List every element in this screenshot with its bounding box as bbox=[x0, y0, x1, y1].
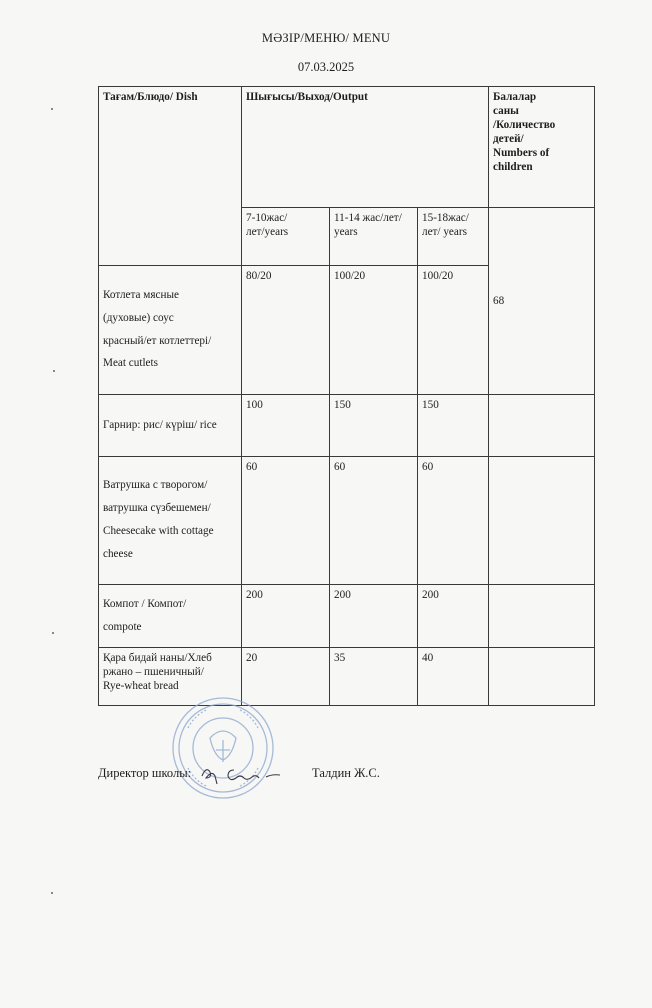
header-children-line: Numbers of bbox=[493, 147, 550, 159]
signature-icon bbox=[200, 756, 292, 790]
output-cell: 35 bbox=[330, 648, 418, 706]
scan-speck bbox=[51, 108, 53, 110]
table-row bbox=[99, 395, 595, 457]
header-children-line: саны bbox=[493, 105, 519, 117]
age-group-15-18: 15-18жас/лет/ years bbox=[418, 208, 489, 266]
output-cell: 200 bbox=[418, 585, 489, 648]
output-cell: 150 bbox=[330, 395, 418, 457]
dish-line: Гарнир: рис/ күріш/ rice bbox=[103, 418, 217, 431]
empty-cell bbox=[489, 395, 595, 457]
dish-line: Котлета мясные bbox=[103, 288, 179, 301]
scan-speck bbox=[51, 892, 53, 894]
header-children-line: /Количество bbox=[493, 119, 556, 131]
dish-line: Cheesecake with cottage bbox=[103, 525, 214, 537]
empty-cell bbox=[489, 585, 595, 648]
output-cell: 200 bbox=[330, 585, 418, 648]
dish-cell bbox=[99, 395, 242, 457]
output-cell: 100/20 bbox=[330, 266, 418, 395]
children-count: 68 bbox=[489, 208, 595, 395]
dish-line: Қара бидай наны/Хлеб bbox=[103, 652, 212, 664]
menu-title: МӘЗІР/МЕНЮ/ MENU bbox=[261, 31, 391, 45]
dish-line: ржано – пшеничный/ bbox=[103, 666, 204, 678]
dish-line: Ватрушка с творогом/ bbox=[103, 479, 208, 492]
menu-table bbox=[98, 86, 595, 706]
dish-line: ватрушка сүзбешемен/ bbox=[103, 502, 211, 515]
output-cell: 200 bbox=[242, 585, 330, 648]
output-cell: 100/20 bbox=[418, 266, 489, 395]
output-cell: 100 bbox=[242, 395, 330, 457]
age-group-11-14: 11-14 жас/лет/ years bbox=[330, 208, 418, 266]
dish-cell bbox=[99, 266, 242, 395]
director-label: Директор школы: bbox=[98, 766, 192, 780]
scan-speck bbox=[52, 632, 54, 634]
output-cell: 60 bbox=[418, 457, 489, 585]
header-children-line: детей/ bbox=[493, 133, 524, 145]
menu-date: 07.03.2025 bbox=[297, 60, 355, 74]
table-row bbox=[99, 457, 595, 585]
header-children-line: Балалар bbox=[493, 91, 537, 103]
dish-line: Компот / Компот/ bbox=[103, 597, 187, 610]
dish-line: Meat cutlets bbox=[103, 357, 158, 370]
table-row bbox=[99, 585, 595, 648]
output-cell: 40 bbox=[418, 648, 489, 706]
scan-speck bbox=[53, 370, 55, 372]
dish-line: (духовые) соус bbox=[103, 311, 174, 324]
output-cell: 60 bbox=[330, 457, 418, 585]
table-header-row bbox=[99, 87, 595, 208]
dish-line: cheese bbox=[103, 547, 133, 560]
output-cell: 60 bbox=[242, 457, 330, 585]
header-children-line: children bbox=[493, 161, 533, 173]
output-cell: 80/20 bbox=[242, 266, 330, 395]
age-group-7-10: 7-10жас/лет/years bbox=[242, 208, 330, 266]
dish-cell bbox=[99, 585, 242, 648]
dish-cell bbox=[99, 457, 242, 585]
dish-line: Rye-wheat bread bbox=[103, 680, 179, 692]
header-dish: Тағам/Блюдо/ Dish bbox=[99, 87, 242, 266]
output-cell: 150 bbox=[418, 395, 489, 457]
empty-cell bbox=[489, 648, 595, 706]
header-children bbox=[489, 87, 595, 208]
empty-cell bbox=[489, 457, 595, 585]
header-output: Шығысы/Выход/Output bbox=[242, 87, 489, 208]
director-signature-row bbox=[98, 764, 578, 794]
director-name: Талдин Ж.С. bbox=[312, 766, 380, 780]
output-cell: 20 bbox=[242, 648, 330, 706]
dish-line: compote bbox=[103, 620, 142, 633]
dish-line: красный/ет котлеттері/ bbox=[103, 334, 212, 347]
